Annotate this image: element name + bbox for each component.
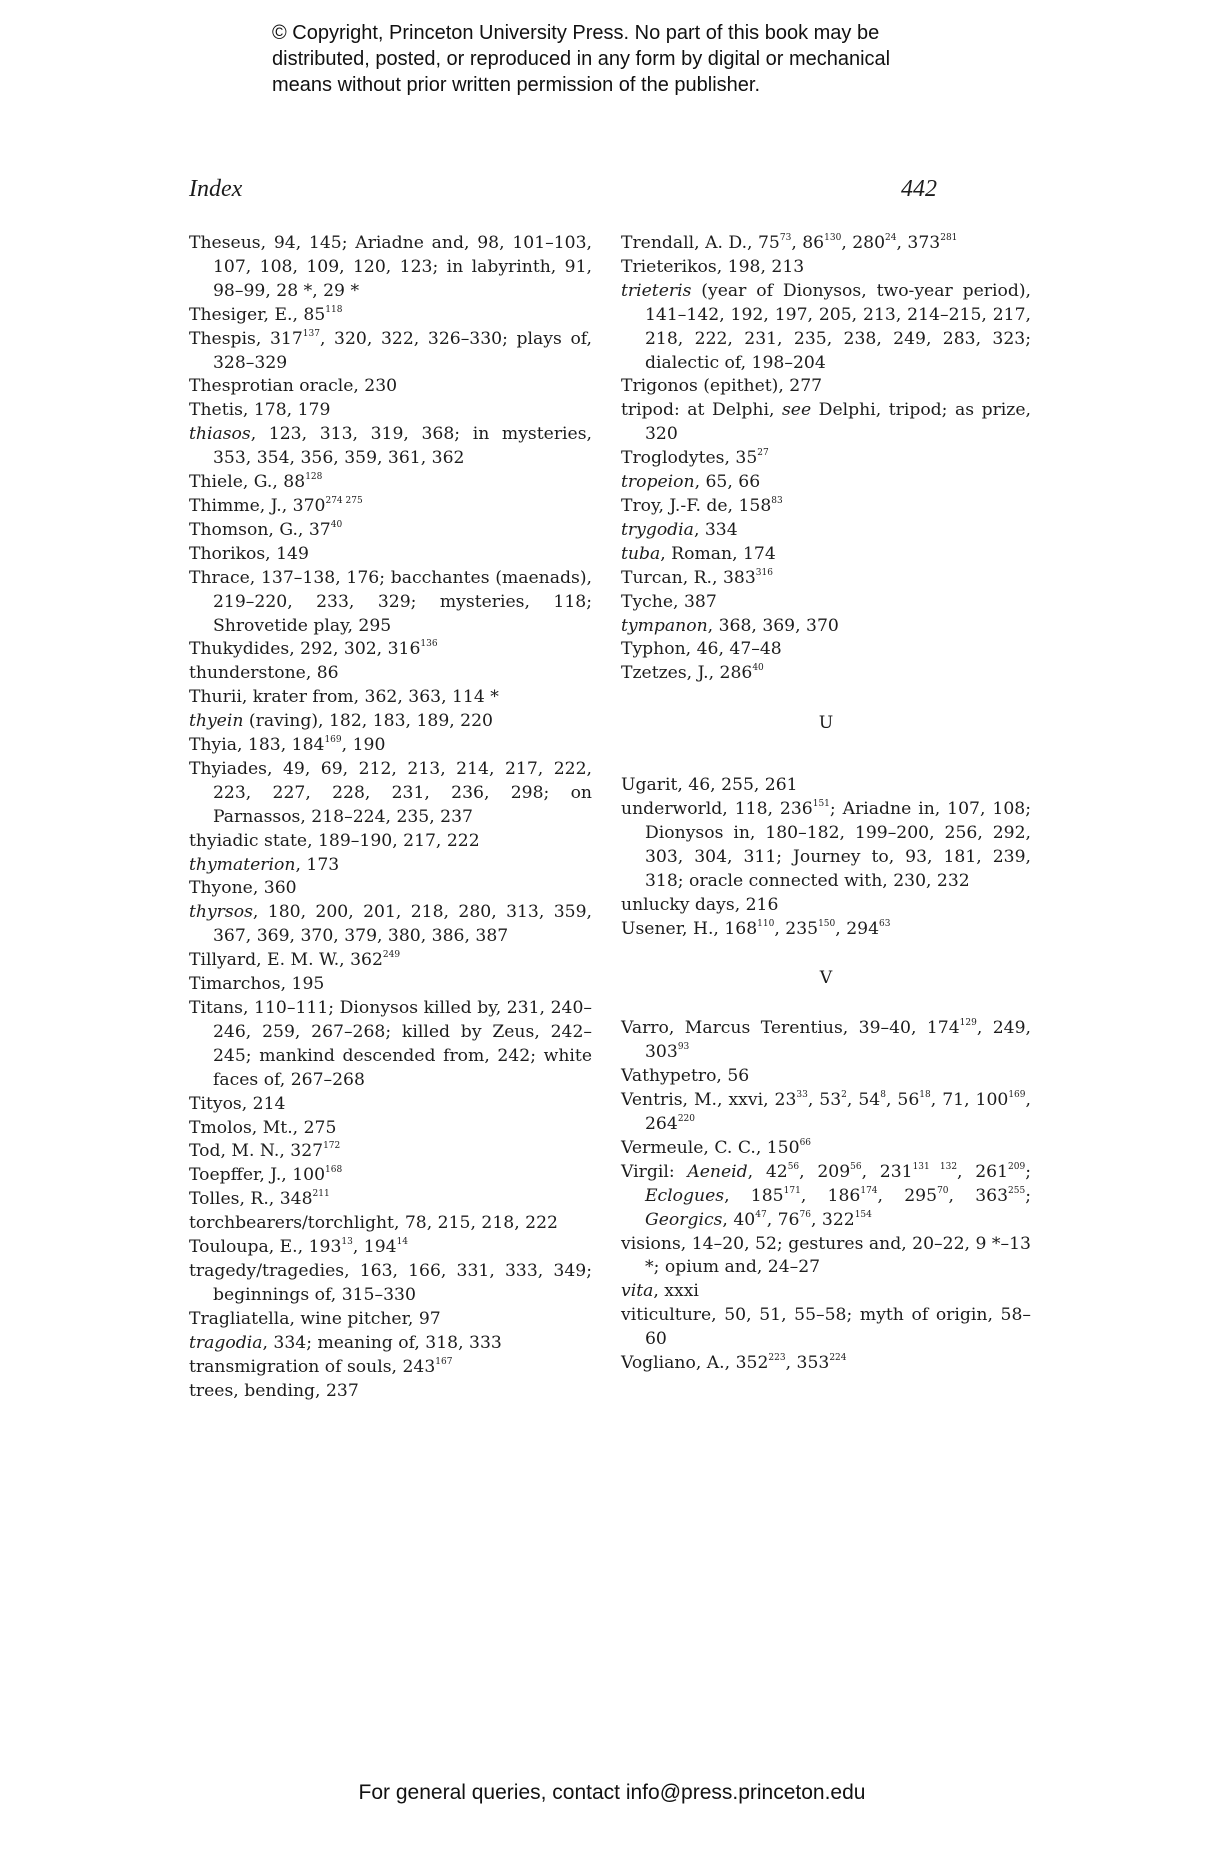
index-entry: Vogliano, A., $352^{223}$, $353^{224}$ (621, 1353, 847, 1374)
index-entry: trieteris (year of Dionysos, two-year period), 141–142, 192, 197, 205, 213, 214–215, 217, 218, 222, 231, 235, 238, 249, 283, 323; dialectic of, 198–204 (621, 280, 1031, 373)
index-entry: Thukydides, 292, 302, $316^{136}$ (189, 639, 438, 660)
index-entry: Ventris, M., xxvi, $23^{33}$, $53^2$, $54^8$, $56^{18}$, 71, $100^{169}$, $264^{220}$ (621, 1090, 1031, 1134)
index-entry: visions, 14–20, 52; gestures and, 20–22, 9 *–13 *; opium and, 24–27 (621, 1233, 1031, 1278)
index-column-left (189, 232, 592, 1403)
index-entry: Typhon, 46, 47–48 (621, 639, 782, 660)
section-letter-v: V (819, 968, 833, 989)
index-entry: thyein (raving), 182, 183, 189, 220 (189, 711, 493, 732)
index-entry: viticulture, 50, 51, 55–58; myth of origin, 58–60 (621, 1305, 1031, 1350)
index-column-right (621, 232, 1031, 1376)
index-entry: tragodia, 334; meaning of, 318, 333 (189, 1332, 502, 1353)
index-entry: Toepffer, J., $100^{168}$ (189, 1165, 343, 1186)
index-entry: Thorikos, 149 (189, 543, 309, 564)
index-entry: Ugarit, 46, 255, 261 (621, 775, 798, 796)
index-entry: vita, xxxi (621, 1281, 699, 1302)
index-entry: Thespis, $317^{137}$, 320, 322, 326–330; plays of, 328–329 (189, 328, 593, 373)
index-entry: thymaterion, 173 (189, 854, 340, 875)
index-entry: thyrsos, 180, 200, 201, 218, 280, 313, 359, 367, 369, 370, 379, 380, 386, 387 (189, 902, 592, 947)
index-entry: Thyia, 183, $184^{169}$, 190 (189, 735, 386, 756)
index-entry: Trendall, A. D., $75^{73}$, $86^{130}$, $280^{24}$, $373^{281}$ (621, 233, 958, 253)
index-entry: Usener, H., $168^{110}$, $235^{150}$, $294^{63}$ (621, 918, 891, 939)
index-entry: Troglodytes, $35^{27}$ (621, 448, 769, 469)
index-entry: Thimme, J., $370^{274 275}$ (189, 495, 363, 516)
index-entry: Thiele, G., $88^{128}$ (189, 472, 323, 493)
index-entry: Thyone, 360 (189, 878, 297, 899)
index-entry: Tzetzes, J., $286^{40}$ (621, 663, 764, 684)
copyright-line: means without prior written permission of the publisher. (272, 74, 761, 96)
index-entry: unlucky days, 216 (621, 894, 779, 915)
index-entry: Trigonos (epithet), 277 (621, 376, 823, 397)
index-entry: Trieterikos, 198, 213 (621, 256, 805, 277)
index-entry: Tityos, 214 (189, 1093, 286, 1114)
index-entry: trygodia, 334 (621, 519, 738, 540)
index-entry: tropeion, 65, 66 (621, 472, 761, 493)
index-entry: Thesprotian oracle, 230 (189, 376, 398, 397)
index-entry: Thrace, 137–138, 176; bacchantes (maenads), 219–220, 233, 329; mysteries, 118; Shrovetide play, 295 (189, 567, 592, 636)
index-entry: Theseus, 94, 145; Ariadne and, 98, 101–103, 107, 108, 109, 120, 123; in labyrinth, 91, 98–99, 28 *, 29 * (189, 233, 592, 301)
index-entry: thiasos, 123, 313, 319, 368; in mysteries, 353, 354, 356, 359, 361, 362 (189, 424, 592, 469)
index-entry: underworld, 118, $236^{151}$; Ariadne in, 107, 108; Dionysos in, 180–182, 199–200, 256, 292, 303, 304, 311; Journey to, 93, 181, 239, 318; oracle connected with, 230, 232 (621, 799, 1031, 891)
index-entry: tragedy/tragedies, 163, 166, 331, 333, 349; beginnings of, 315–330 (189, 1260, 592, 1305)
copyright-line: distributed, posted, or reproduced in any form by digital or mechanical (272, 48, 891, 70)
index-entry: Troy, J.-F. de, $158^{83}$ (621, 495, 783, 516)
index-entry: Thyiades, 49, 69, 212, 213, 214, 217, 222, 223, 227, 228, 231, 236, 298; on Parnassos, 218–224, 235, 237 (189, 758, 592, 827)
footer-contact: For general queries, contact info@press.princeton.edu (358, 1781, 866, 1804)
section-letter-u: U (818, 713, 834, 734)
copyright-line: © Copyright, Princeton University Press. No part of this book may be (272, 22, 880, 44)
index-entry: Tragliatella, wine pitcher, 97 (189, 1308, 441, 1329)
index-entry: Varro, Marcus Terentius, 39–40, $174^{129}$, 249, $303^{93}$ (621, 1018, 1032, 1063)
index-entry: trees, bending, 237 (189, 1380, 359, 1401)
page-number: 442 (901, 176, 937, 202)
index-entry: transmigration of souls, $243^{167}$ (189, 1356, 453, 1377)
index-entry: Titans, 110–111; Dionysos killed by, 231, 240–246, 259, 267–268; killed by Zeus, 242–245; mankind descended from, 242; white faces of, 267–268 (189, 998, 592, 1090)
index-entry: Touloupa, E., $193^{13}$, $194^{14}$ (189, 1237, 409, 1258)
index-entry: tympanon, 368, 369, 370 (621, 615, 839, 636)
copyright-notice (272, 20, 972, 98)
index-entry: Vermeule, C. C., $150^{66}$ (621, 1137, 812, 1158)
index-entry: torchbearers/torchlight, 78, 215, 218, 222 (189, 1213, 558, 1234)
index-entry: tripod: at Delphi, see Delphi, tripod; as prize, 320 (621, 400, 1031, 445)
index-entry: thunderstone, 86 (189, 663, 339, 684)
index-entry: Turcan, R., $383^{316}$ (621, 567, 773, 588)
index-entry: Thurii, krater from, 362, 363, 114 * (189, 687, 499, 708)
index-entry: Tmolos, Mt., 275 (189, 1117, 337, 1138)
index-entry: Tyche, 387 (621, 591, 717, 612)
index-entry: Tod, M. N., $327^{172}$ (189, 1141, 341, 1162)
index-entry: Tolles, R., $348^{211}$ (189, 1189, 330, 1210)
index-entry: Tillyard, E. M. W., $362^{249}$ (189, 950, 401, 971)
index-entry: Vathypetro, 56 (621, 1066, 750, 1087)
index-entry: thyiadic state, 189–190, 217, 222 (189, 830, 480, 851)
index-entry: Virgil: Aeneid, $42^{56}$, $209^{56}$, $231^{131 132}$, $261^{209}$; Eclogues, $185^{171}$, $186^{174}$, $295^{70}$, $363^{255}$; Georgics, $40^{47}$, $76^{76}$, $322^{154}$ (621, 1161, 1032, 1230)
index-entry: tuba, Roman, 174 (621, 543, 776, 564)
index-entry: Thomson, G., $37^{40}$ (189, 519, 343, 540)
index-entry: Thetis, 178, 179 (189, 400, 331, 421)
index-entry: Thesiger, E., $85^{118}$ (189, 304, 343, 325)
page-title: Index (189, 176, 243, 202)
index-entry: Timarchos, 195 (189, 974, 325, 995)
